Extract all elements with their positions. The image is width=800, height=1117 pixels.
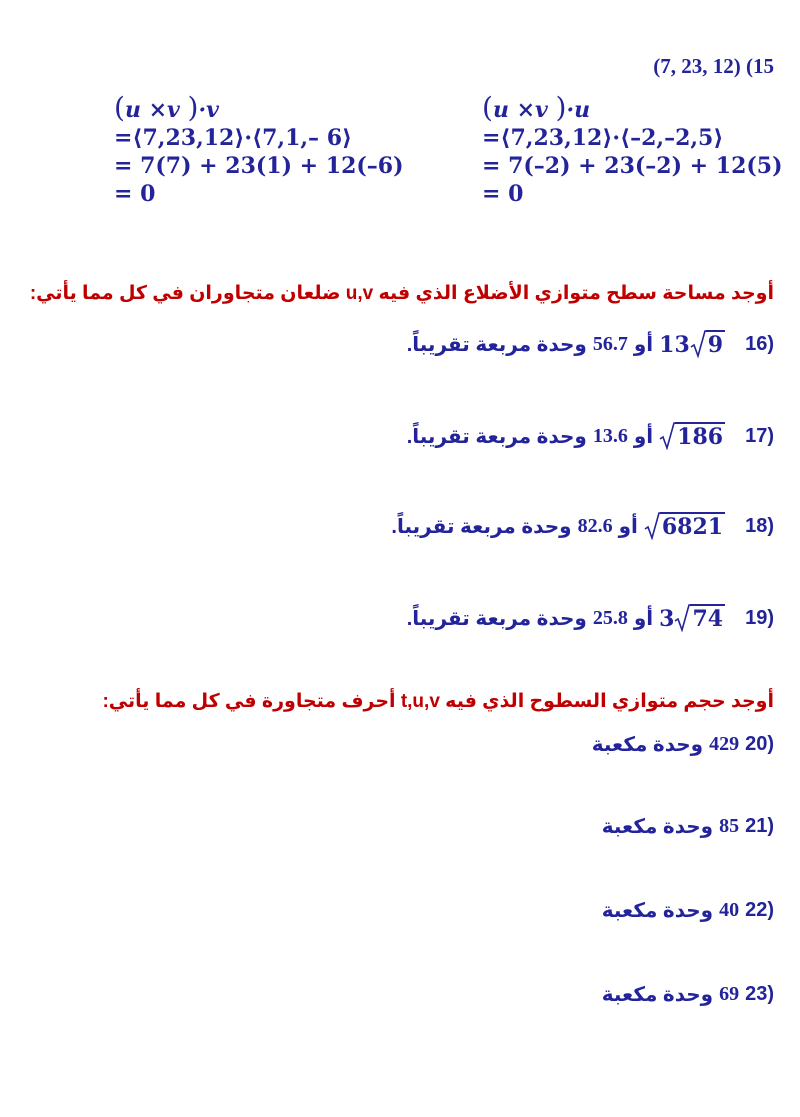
exact-value: 186 bbox=[659, 422, 725, 450]
answer-21 bbox=[602, 814, 774, 839]
problem-15-label: (7, 23, 12) (15 bbox=[653, 54, 774, 78]
question-number: 20) bbox=[745, 733, 774, 755]
exact-value: 6821 bbox=[644, 512, 725, 540]
answer-20 bbox=[592, 732, 774, 757]
unit-text: وحدة مربعة تقريباً. bbox=[406, 333, 587, 356]
unit-text: وحدة مكعبة bbox=[601, 900, 714, 922]
exact-value: 3 74 bbox=[659, 606, 724, 632]
approx-value: 82.6 bbox=[577, 514, 613, 537]
answer-19 bbox=[407, 604, 774, 632]
unit-text: وحدة مربعة تقريباً. bbox=[391, 515, 572, 538]
volume-value: 85 bbox=[719, 815, 740, 837]
left-line-4: = 0 bbox=[114, 181, 156, 207]
or-text: أو bbox=[618, 515, 638, 538]
approx-value: 13.6 bbox=[592, 424, 628, 447]
question-number: 21) bbox=[745, 815, 774, 837]
approx-value: 25.8 bbox=[592, 606, 628, 629]
question-number: 17) bbox=[745, 424, 774, 447]
unit-text: وحدة مكعبة bbox=[601, 816, 714, 838]
question-number: 16) bbox=[745, 332, 774, 355]
volume-value: 69 bbox=[719, 983, 740, 1005]
answer-17 bbox=[407, 422, 774, 450]
volume-value: 40 bbox=[719, 899, 740, 921]
problem-15-left-work bbox=[114, 91, 404, 208]
right-line-2: =⟨7,23,12⟩·⟨–2,–2,5⟩ bbox=[482, 125, 724, 151]
right-line-1: (u ×v )·u bbox=[482, 91, 591, 124]
right-line-4: = 0 bbox=[482, 181, 524, 207]
left-line-3: = 7(7) + 23(1) + 12(–6) bbox=[114, 153, 404, 179]
answer-18 bbox=[391, 512, 774, 540]
unit-text: وحدة مكعبة bbox=[601, 984, 714, 1006]
right-line-3: = 7(–2) + 23(–2) + 12(5) bbox=[482, 153, 783, 179]
problem-15-right-work bbox=[482, 91, 783, 208]
left-line-2: =⟨7,23,12⟩·⟨7,1,– 6⟩ bbox=[114, 125, 353, 151]
radical-sign-icon bbox=[659, 422, 675, 450]
question-number: 19) bbox=[745, 606, 774, 629]
unit-text: وحدة مربعة تقريباً. bbox=[406, 425, 587, 448]
volume-value: 429 bbox=[709, 733, 740, 755]
left-line-1: (u ×v )·v bbox=[114, 91, 219, 124]
or-text: أو bbox=[633, 425, 654, 448]
area-section-title: أوجد مساحة سطح متوازي الأضلاع الذي فيه u,v ضلعان متجاوران في كل مما يأتي: bbox=[29, 283, 774, 304]
question-number: 23) bbox=[745, 983, 774, 1005]
answer-16 bbox=[407, 330, 774, 358]
unit-text: وحدة مربعة تقريباً. bbox=[406, 607, 587, 630]
question-number: 18) bbox=[745, 514, 774, 537]
or-text: أو bbox=[633, 607, 654, 630]
answer-22 bbox=[602, 898, 774, 923]
volume-section-title: أوجد حجم متوازي السطوح الذي فيه t,u,v أحرف متجاورة في كل مما يأتي: bbox=[102, 691, 774, 712]
question-number: 22) bbox=[745, 899, 774, 921]
radical-sign-icon bbox=[644, 512, 660, 540]
unit-text: وحدة مكعبة bbox=[591, 734, 704, 756]
or-text: أو bbox=[633, 333, 654, 356]
answer-23 bbox=[602, 982, 774, 1007]
radical-sign-icon bbox=[674, 604, 690, 632]
approx-value: 56.7 bbox=[592, 332, 628, 355]
radical-sign-icon bbox=[690, 330, 706, 358]
exact-value: 13 9 bbox=[659, 332, 724, 358]
